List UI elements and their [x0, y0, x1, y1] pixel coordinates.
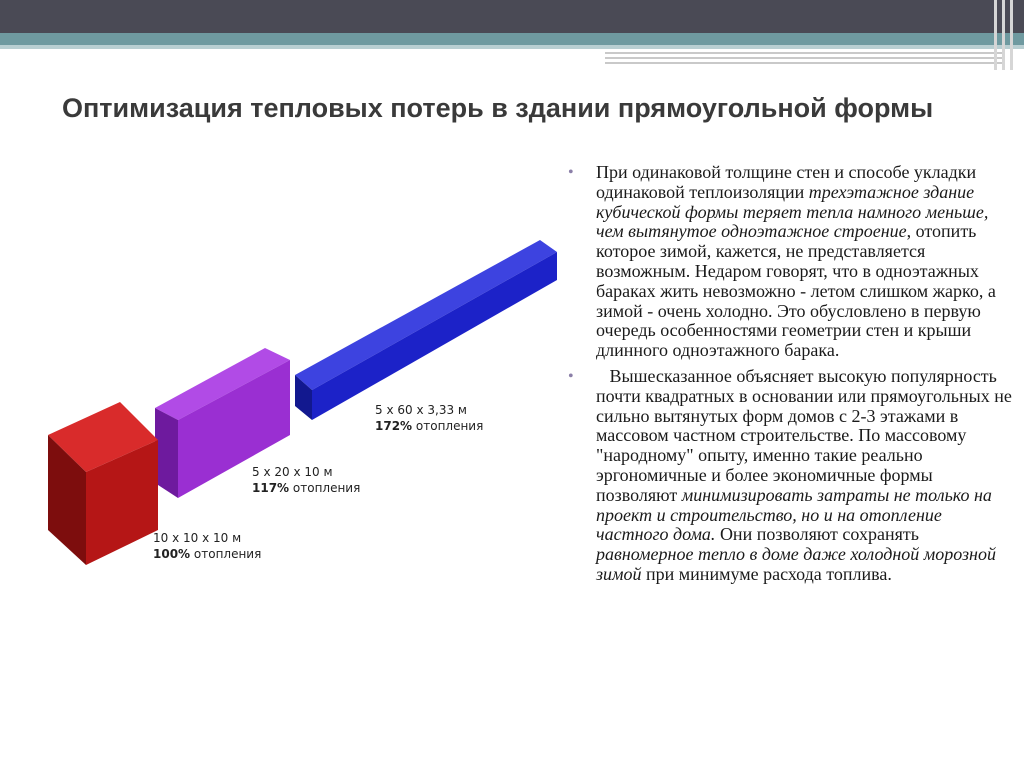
p2-italic-1: минимизировать затраты не только на проект и строительство, но и на отопление частного дома. [596, 484, 992, 545]
p1-italic-1: трехэтажное здание кубической формы теряет тепла намного меньше, чем вытянутое одноэтажное строение [596, 181, 989, 242]
p2-text-2: Они позволяют сохранять [715, 524, 919, 545]
label-red-suffix: отопления [190, 547, 262, 561]
label-red-dims: 10 х 10 х 10 м [153, 531, 242, 545]
box-blue-5x60 [295, 240, 557, 420]
body-text [568, 163, 1018, 591]
label-blue-percent: 172% [375, 419, 413, 433]
label-blue-suffix: отопления [412, 419, 484, 433]
slide-title: Оптимизация тепловых потерь в здании прямоугольной формы [62, 93, 934, 123]
p1-text-2: , отопить которое зимой, кажется, не представляется возможным. Недаром говорят, что в одноэтажных бараках жить невозможно - летом слишком жарко, а зимой - очень холодно. Это обусловлено в первую очередь особенностями геометрии стен и крыши длинного одноэтажного барака. [596, 221, 996, 361]
bullet-1: • [568, 164, 574, 181]
header-light-stripe [0, 45, 1024, 49]
paragraph-2 [568, 367, 1018, 585]
box-blue-top [295, 240, 557, 390]
label-purple-heating [252, 480, 360, 496]
p1-text-1: При одинаковой толщине стен и способе укладки одинаковой теплоизоляции [596, 162, 977, 202]
label-blue-heating [375, 418, 483, 434]
label-box-purple [252, 464, 360, 496]
header-dark-bar [0, 0, 1024, 33]
header-teal-stripe [0, 33, 1024, 45]
label-box-blue [375, 402, 483, 434]
p2-text-3: при минимуме расхода топлива. [641, 563, 892, 584]
corner-decor-bars [990, 0, 1024, 70]
p2-italic-2: равномерное тепло в доме даже холодной морозной зимой [596, 544, 996, 584]
label-red-percent: 100% [153, 547, 191, 561]
p2-text-1: Вышесказанное объясняет высокую популярность почти квадратных в основании или прямоугольных не сильно вытянутых форм домов с 2-3 этажами в массовом частном строительстве. По массовому "народному" опыту, именно такие реально эргономичные и более экономичные формы позволяют [596, 365, 1017, 505]
label-blue-dims: 5 х 60 х 3,33 м [375, 403, 467, 417]
label-box-red [153, 530, 261, 562]
label-purple-suffix: отопления [289, 481, 361, 495]
paragraph-1 [568, 163, 1018, 361]
bullet-2: • [568, 367, 574, 385]
label-purple-percent: 117% [252, 481, 290, 495]
header-decor-lines [605, 52, 1005, 66]
box-purple-front [155, 408, 178, 498]
building-shapes-diagram [40, 230, 560, 590]
label-purple-dims: 5 х 20 х 10 м [252, 465, 333, 479]
box-red-10x10 [48, 402, 158, 565]
box-blue-side [312, 252, 557, 420]
label-red-heating [153, 546, 261, 562]
